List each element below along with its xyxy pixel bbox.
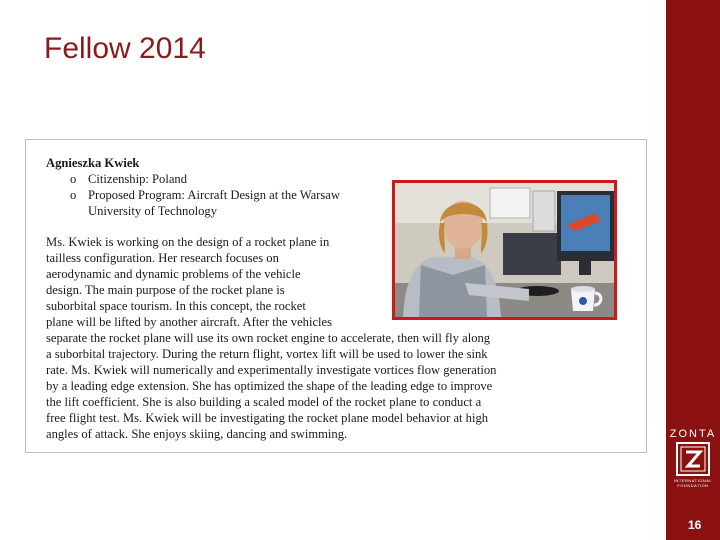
- bio-line: by a leading edge extension. She has optimized the shape of the leading edge to improve: [46, 379, 493, 393]
- fellow-profile-card: [25, 139, 647, 453]
- bio-line: design. The main purpose of the rocket plane is: [46, 283, 285, 297]
- bio-line: angles of attack. She enjoys skiing, dancing and swimming.: [46, 427, 348, 441]
- bio-line: aerodynamic and dynamic problems of the vehicle: [46, 267, 301, 281]
- fellow-details-list: [46, 171, 390, 219]
- logo-wordmark: ZONTA: [669, 428, 717, 440]
- page-number: 16: [688, 518, 702, 532]
- zonta-emblem-icon: [676, 442, 710, 476]
- logo-subtext: INTERNATIONAL FOUNDATION: [673, 478, 713, 488]
- bio-line: free flight test. Ms. Kwiek will be investigating the rocket plane model behavior at high: [46, 411, 489, 425]
- proposed-program-item: o Proposed Program: Aircraft Design at the Warsaw University of Technology: [70, 187, 390, 219]
- bio-line: suborbital space tourism. In this concept, the rocket: [46, 299, 306, 313]
- bio-line: a suborbital trajectory. During the return flight, vortex lift will be used to lower the sink: [46, 347, 488, 361]
- zonta-logo: [669, 428, 717, 488]
- citizenship-item: o Citizenship: Poland: [70, 171, 390, 187]
- bio-line: plane will be lifted by another aircraft. After the vehicles: [46, 315, 333, 329]
- bio-line: tailless configuration. Her research focuses on: [46, 251, 279, 265]
- bio-line: the lift coefficient. She is also building a scaled model of the rocket plane to conduct a: [46, 395, 482, 409]
- bio-line: separate the rocket plane will use its own rocket engine to accelerate, then will fly along: [46, 331, 491, 345]
- fellow-name: Agnieszka Kwiek: [46, 156, 140, 170]
- bio-line: rate. Ms. Kwiek will numerically and experimentally investigate vortices flow generation: [46, 363, 497, 377]
- bio-line: Ms. Kwiek is working on the design of a rocket plane in: [46, 235, 330, 249]
- slide-title: Fellow 2014: [44, 32, 206, 65]
- fellow-photo: [392, 180, 617, 320]
